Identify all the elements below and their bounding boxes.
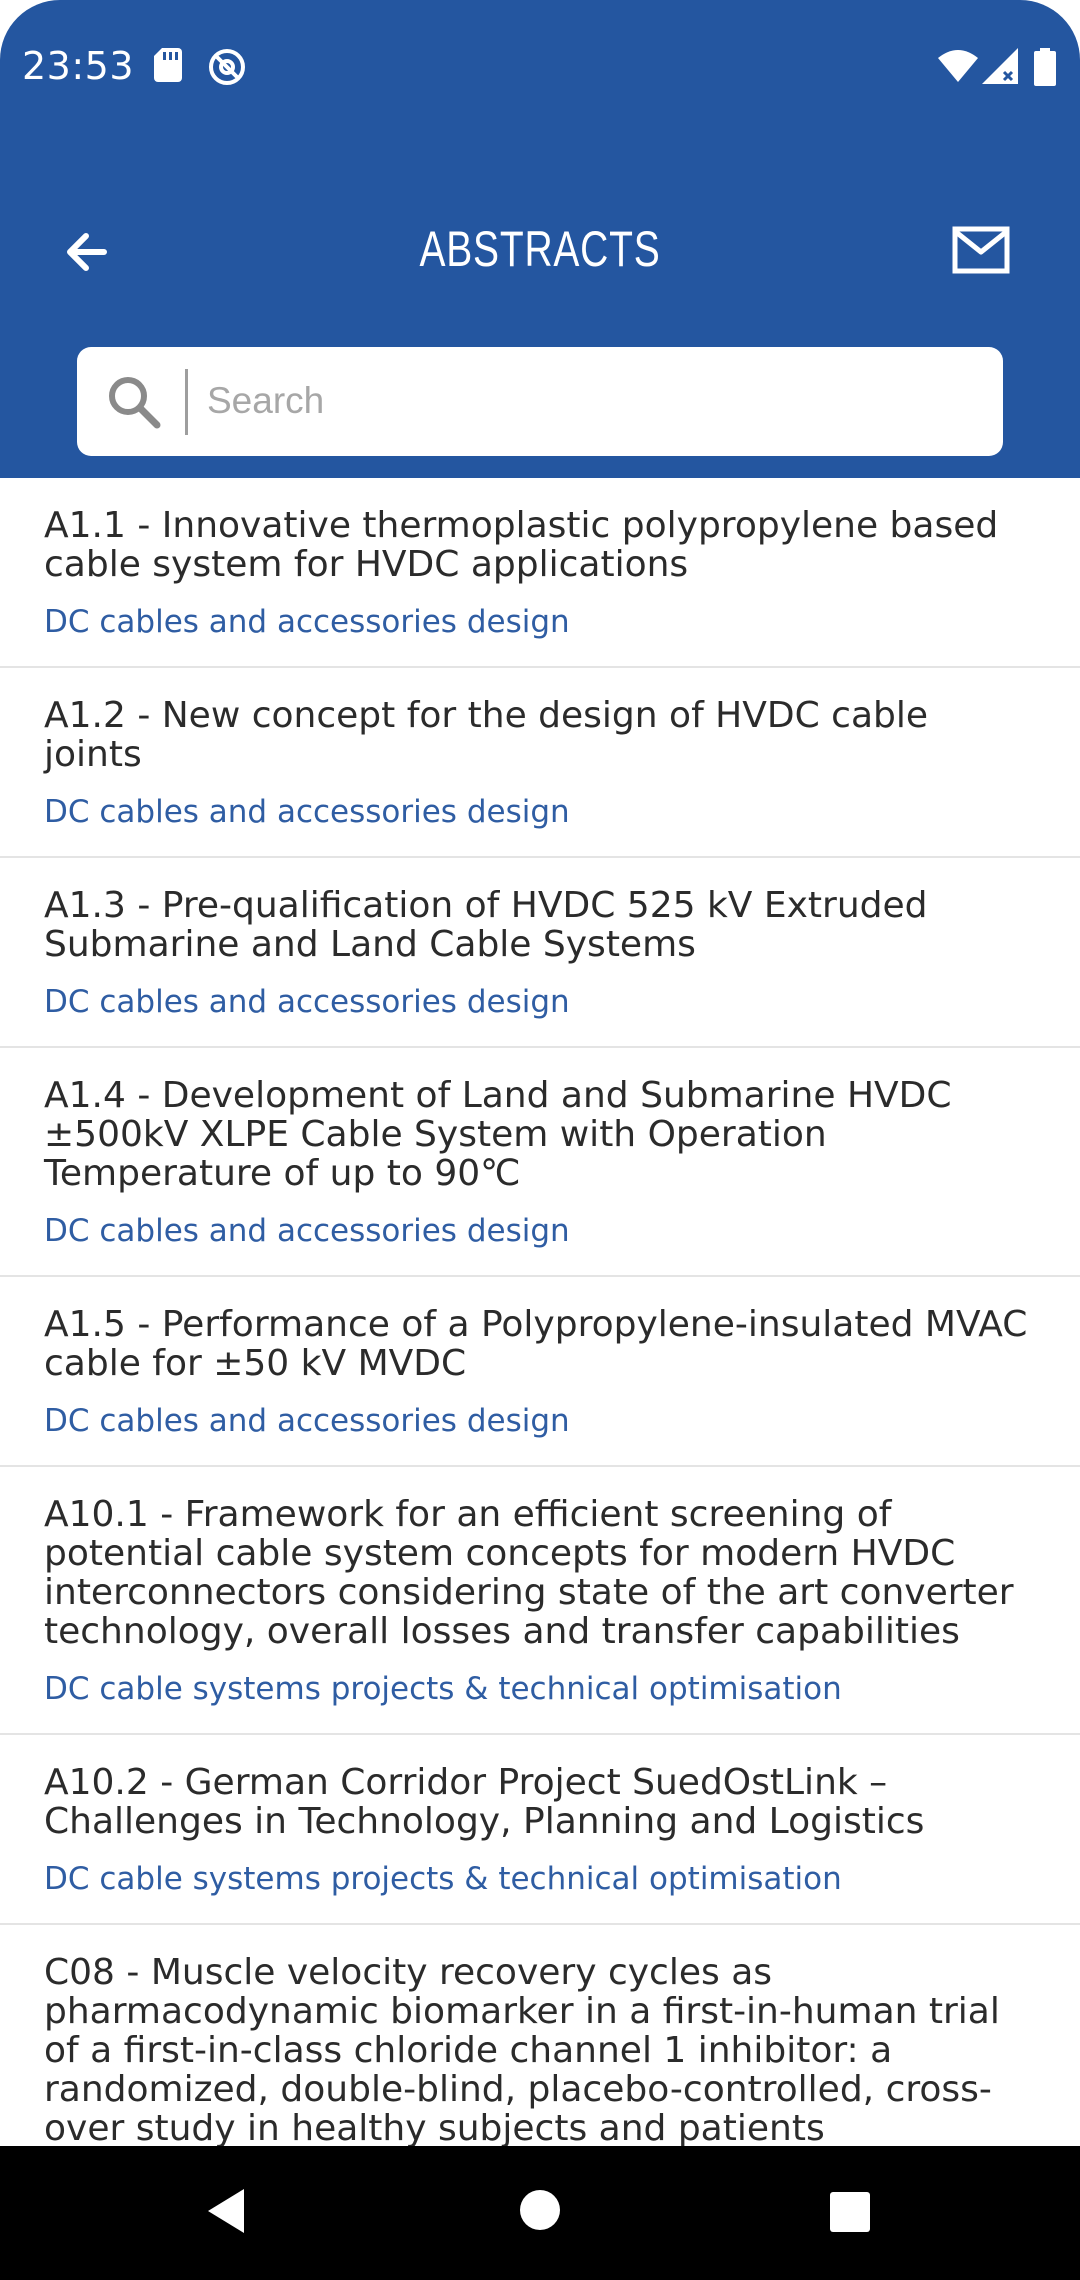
- abstract-list: [0, 478, 1080, 2146]
- search-input[interactable]: [207, 361, 967, 441]
- signal-icon: [982, 48, 1020, 84]
- abstract-title: A1.1 - Innovative thermoplastic polypropylene based cable system for HVDC applications: [44, 505, 999, 585]
- status-time: 23:53: [22, 44, 135, 88]
- abstract-list-item[interactable]: [0, 1048, 1080, 1277]
- abstract-list-item[interactable]: [0, 858, 1080, 1048]
- arrow-left-icon: [58, 222, 118, 282]
- abstract-list-item[interactable]: [0, 1277, 1080, 1467]
- navigation-bar: [0, 2146, 1080, 2280]
- nav-home-icon[interactable]: [518, 2188, 562, 2232]
- nav-back-icon[interactable]: [204, 2186, 248, 2236]
- abstract-category: DC cable systems projects & technical optimisation: [44, 1861, 842, 1897]
- abstract-list-item[interactable]: [0, 1925, 1080, 2146]
- wifi-icon: [938, 48, 978, 82]
- at-sign-icon: [208, 48, 246, 86]
- nav-recents-icon[interactable]: [828, 2190, 872, 2234]
- abstract-title: A1.3 - Pre-qualification of HVDC 525 kV Extruded Submarine and Land Cable Systems: [44, 885, 928, 965]
- abstract-category: DC cables and accessories design: [44, 794, 570, 830]
- abstract-category: DC cables and accessories design: [44, 984, 570, 1020]
- app-bar: [0, 190, 1080, 310]
- abstract-category: DC cable systems projects & technical optimisation: [44, 1671, 842, 1707]
- abstract-list-item[interactable]: [0, 1735, 1080, 1925]
- abstract-title: A1.2 - New concept for the design of HVDC cable joints: [44, 695, 929, 775]
- abstract-list-item[interactable]: [0, 478, 1080, 668]
- abstract-category: DC cables and accessories design: [44, 1213, 570, 1249]
- abstract-title: C08 - Muscle velocity recovery cycles as pharmacodynamic biomarker in a first-in-human trial of a first-in-class chloride channel 1 inhibitor: a randomized, double-blind, placebo-controlled, cross-over study in healthy subjects and patients: [44, 1952, 1000, 2146]
- abstract-category: DC cables and accessories design: [44, 1403, 570, 1439]
- sd-card-icon: [154, 48, 182, 82]
- header: [0, 0, 1080, 478]
- abstract-list-item[interactable]: [0, 1467, 1080, 1735]
- battery-icon: [1034, 48, 1056, 86]
- page-title: ABSTRACTS: [419, 221, 661, 277]
- mail-button[interactable]: [950, 222, 1012, 278]
- abstract-title: A10.2 - German Corridor Project SuedOstLink – Challenges in Technology, Planning and Logistics: [44, 1762, 925, 1842]
- search-divider: [185, 369, 188, 435]
- abstract-title: A1.5 - Performance of a Polypropylene-insulated MVAC cable for ±50 kV MVDC: [44, 1304, 1028, 1384]
- abstract-title: A1.4 - Development of Land and Submarine HVDC ±500kV XLPE Cable System with Operation Temperature of up to 90℃: [44, 1075, 952, 1194]
- search-box[interactable]: [77, 347, 1003, 456]
- abstract-list-item[interactable]: [0, 668, 1080, 858]
- mail-icon: [952, 226, 1010, 274]
- abstract-title: A10.1 - Framework for an efficient screening of potential cable system concepts for modern HVDC interconnectors considering state of the art converter technology, overall losses and transfer capabilities: [44, 1494, 1014, 1652]
- abstract-category: DC cables and accessories design: [44, 604, 570, 640]
- search-icon: [105, 373, 163, 431]
- status-bar: [0, 0, 1080, 136]
